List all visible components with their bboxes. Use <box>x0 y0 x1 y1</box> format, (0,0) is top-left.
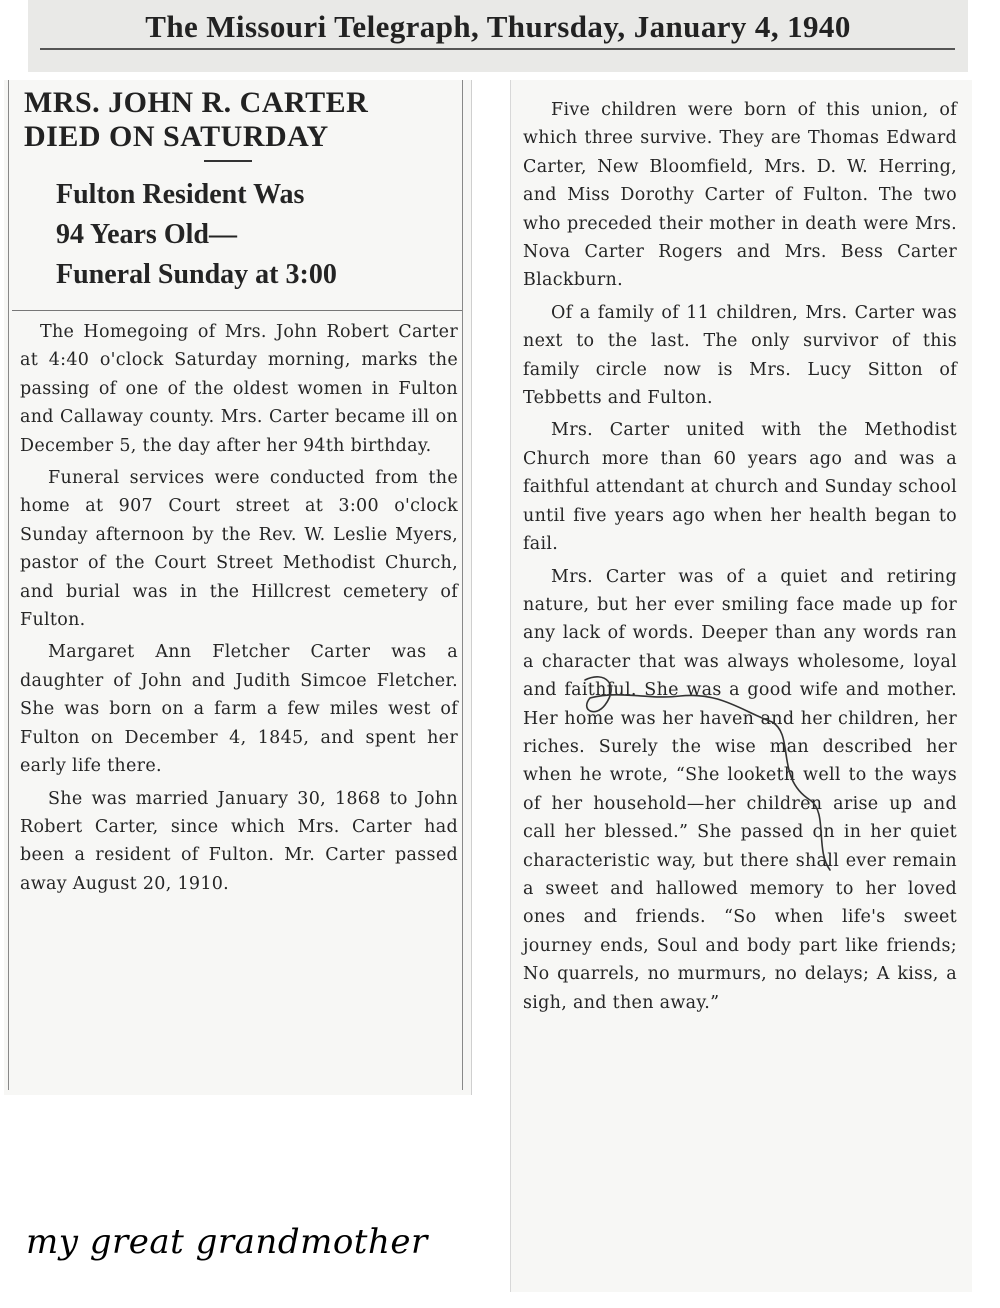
headline-line-1: MRS. JOHN R. CARTER <box>24 86 369 119</box>
masthead: The Missouri Telegraph, Thursday, January 4, 1940 <box>145 9 851 44</box>
paragraph-funeral: Funeral services were conducted from the home at 907 Court street at 3:00 o'clock Sunday afternoon by the Rev. W. Leslie Myers, pastor of the Court Street Methodist Church, and burial was in the Hillcrest cemetery of Fulton. <box>20 468 458 631</box>
paragraph-church: Mrs. Carter united with the Methodist Church more than 60 years ago and was a faithful attendant at church and Sunday school until five years ago when her health began to fail. <box>523 420 957 555</box>
subhead-line-2: 94 Years Old— <box>56 219 237 250</box>
headline-dash <box>204 160 252 162</box>
left-border-rule <box>8 80 9 1090</box>
subhead-line-3: Funeral Sunday at 3:00 <box>56 259 337 290</box>
subhead-line-1: Fulton Resident Was <box>56 179 305 210</box>
article-left-column <box>4 80 472 1095</box>
headline <box>24 86 464 154</box>
headline-line-2: DIED ON SATURDAY <box>24 120 329 153</box>
paragraph-character: Mrs. Carter was of a quiet and retiring nature, but her ever smiling face made up for any lack of words. Deeper than any words ran a character that was always wholesome, loyal and faithful. She was a good wife and mother. Her home was her haven and her children, her riches. Surely the wise man described her when he wrote, “She looketh well to the ways of her household—her children arise up and call her blessed.” She passed on in her quiet characteristic way, but there shall ever remain a sweet and hallowed memory to her loved ones and friends. “So when life's sweet journey ends, Soul and body part like friends; No quarrels, no murmurs, no delays; A kiss, a sigh, and then away.” <box>523 566 957 1013</box>
handwritten-caption: my great grandmother <box>26 1222 428 1262</box>
masthead-rule <box>40 48 955 50</box>
paragraph-siblings: Of a family of 11 children, Mrs. Carter was next to the last. The only survivor of this family circle now is Mrs. Lucy Sitton of Tebbetts and Fulton. <box>523 302 957 409</box>
paragraph-children: Five children were born of this union, of which three survive. They are Thomas Edward Carter, New Bloomfield, Mrs. D. W. Herring, and Miss Dorothy Carter of Fulton. The two who preceded their mother in death were Mrs. Nova Carter Rogers and Mrs. Bess Carter Blackburn. <box>523 100 957 291</box>
paragraph-family-origin: Margaret Ann Fletcher Carter was a daughter of John and Judith Simcoe Fletcher. She was born on a farm a few miles west of Fulton on December 4, 1845, and spent her early life there. <box>20 642 458 777</box>
paragraph-homegoing: The Homegoing of Mrs. John Robert Carter at 4:40 o'clock Saturday morning, marks the passing of one of the oldest women in Fulton and Callaway county. Mrs. Carter became ill on December 5, the day after her 94th birthday. <box>20 322 458 456</box>
article-body-left <box>20 318 458 902</box>
paragraph-marriage: She was married January 30, 1868 to John Robert Carter, since which Mrs. Carter had been a resident of Fulton. Mr. Carter passed away August 20, 1910. <box>20 788 458 894</box>
pen-scribble <box>510 660 972 980</box>
headline-rule <box>12 310 462 311</box>
